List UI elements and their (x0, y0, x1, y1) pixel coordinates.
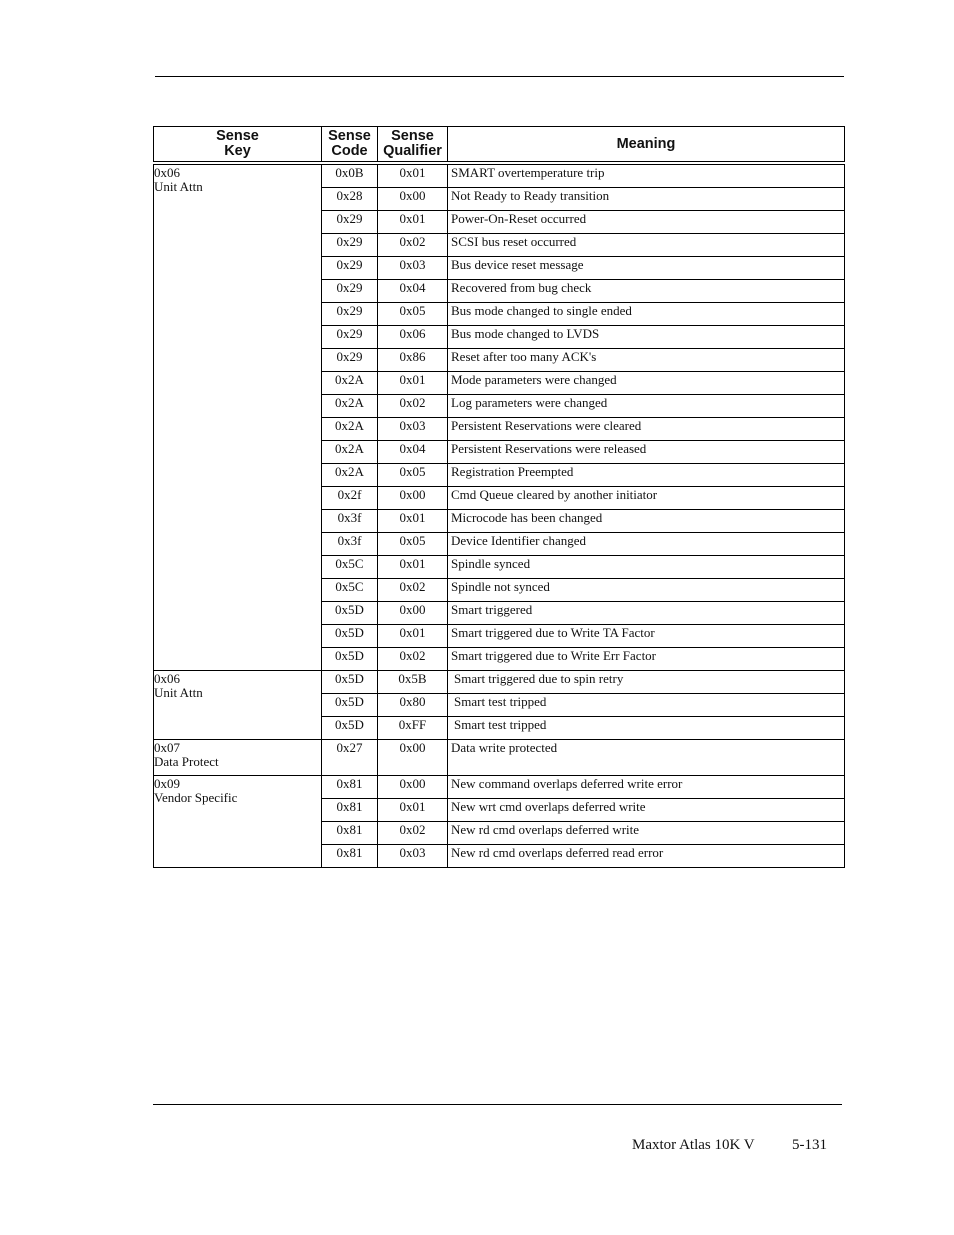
meaning-cell: New command overlaps deferred write error (448, 776, 845, 799)
meaning-cell: Smart triggered due to spin retry (448, 671, 845, 694)
sense-code-cell: 0x29 (322, 303, 378, 326)
meaning-cell: SCSI bus reset occurred (448, 234, 845, 257)
sense-code-cell: 0x27 (322, 740, 378, 776)
sense-qualifier-cell: 0x04 (378, 441, 448, 464)
meaning-cell: Smart triggered due to Write TA Factor (448, 625, 845, 648)
footer-title: Maxtor Atlas 10K V (632, 1137, 755, 1153)
meaning-cell: Cmd Queue cleared by another initiator (448, 487, 845, 510)
sense-qualifier-cell: 0x03 (378, 257, 448, 280)
sense-code-cell: 0x81 (322, 845, 378, 868)
meaning-cell: Smart test tripped (448, 694, 845, 717)
sense-qualifier-cell: 0x02 (378, 234, 448, 257)
sense-qualifier-cell: 0xFF (378, 717, 448, 740)
sense-qualifier-cell: 0x86 (378, 349, 448, 372)
sense-code-cell: 0x81 (322, 822, 378, 845)
sense-qualifier-cell: 0x01 (378, 372, 448, 395)
meaning-cell: New rd cmd overlaps deferred write (448, 822, 845, 845)
meaning-cell: Data write protected (448, 740, 845, 776)
meaning-cell: Smart triggered due to Write Err Factor (448, 648, 845, 671)
meaning-cell: Log parameters were changed (448, 395, 845, 418)
sense-key-label: Data Protect (154, 754, 219, 769)
meaning-cell: Device Identifier changed (448, 533, 845, 556)
meaning-cell: Mode parameters were changed (448, 372, 845, 395)
table-row (154, 776, 845, 799)
header-sense-code: Sense Code (322, 127, 378, 164)
footer-rule (153, 1104, 842, 1105)
sense-key-cell (154, 776, 322, 868)
meaning-cell: Bus mode changed to single ended (448, 303, 845, 326)
sense-qualifier-cell: 0x02 (378, 648, 448, 671)
sense-key-label: Unit Attn (154, 685, 203, 700)
meaning-cell: Persistent Reservations were cleared (448, 418, 845, 441)
sense-qualifier-cell: 0x01 (378, 799, 448, 822)
meaning-cell: Power-On-Reset occurred (448, 211, 845, 234)
header-rule (155, 76, 844, 77)
sense-key-label: Vendor Specific (154, 790, 238, 805)
sense-qualifier-cell: 0x00 (378, 602, 448, 625)
sense-key-cell (154, 740, 322, 776)
header-sense-key: Sense Key (154, 127, 322, 164)
table-body (154, 163, 845, 868)
meaning-cell: Recovered from bug check (448, 280, 845, 303)
sense-code-cell: 0x81 (322, 799, 378, 822)
sense-code-cell: 0x3f (322, 510, 378, 533)
sense-code-cell: 0x29 (322, 326, 378, 349)
sense-key-value: 0x07 (154, 740, 180, 755)
sense-qualifier-cell: 0x00 (378, 776, 448, 799)
table-row (154, 163, 845, 188)
sense-code-cell: 0x2f (322, 487, 378, 510)
sense-code-cell: 0x29 (322, 234, 378, 257)
meaning-cell: SMART overtemperature trip (448, 163, 845, 188)
sense-qualifier-cell: 0x06 (378, 326, 448, 349)
sense-key-table (153, 126, 845, 868)
sense-qualifier-cell: 0x00 (378, 487, 448, 510)
sense-qualifier-cell: 0x01 (378, 163, 448, 188)
meaning-cell: Spindle not synced (448, 579, 845, 602)
sense-qualifier-cell: 0x00 (378, 188, 448, 211)
meaning-cell: New wrt cmd overlaps deferred write (448, 799, 845, 822)
sense-code-cell: 0x81 (322, 776, 378, 799)
sense-code-cell: 0x2A (322, 395, 378, 418)
meaning-cell: Reset after too many ACK's (448, 349, 845, 372)
sense-qualifier-cell: 0x01 (378, 211, 448, 234)
table-row (154, 740, 845, 776)
sense-code-cell: 0x29 (322, 349, 378, 372)
sense-qualifier-cell: 0x01 (378, 510, 448, 533)
sense-qualifier-cell: 0x05 (378, 464, 448, 487)
sense-key-value: 0x06 (154, 165, 180, 180)
sense-qualifier-cell: 0x01 (378, 556, 448, 579)
sense-key-value: 0x06 (154, 671, 180, 686)
sense-code-cell: 0x5D (322, 625, 378, 648)
meaning-cell: New rd cmd overlaps deferred read error (448, 845, 845, 868)
sense-qualifier-cell: 0x80 (378, 694, 448, 717)
sense-qualifier-cell: 0x03 (378, 845, 448, 868)
sense-qualifier-cell: 0x04 (378, 280, 448, 303)
sense-code-cell: 0x29 (322, 280, 378, 303)
sense-code-cell: 0x28 (322, 188, 378, 211)
sense-key-cell (154, 163, 322, 671)
sense-qualifier-cell: 0x05 (378, 303, 448, 326)
sense-code-cell: 0x0B (322, 163, 378, 188)
sense-code-cell: 0x2A (322, 372, 378, 395)
sense-code-cell: 0x5D (322, 648, 378, 671)
sense-key-label: Unit Attn (154, 179, 203, 194)
sense-code-cell: 0x2A (322, 464, 378, 487)
page-number: 5-131 (792, 1137, 827, 1153)
sense-qualifier-cell: 0x02 (378, 822, 448, 845)
meaning-cell: Not Ready to Ready transition (448, 188, 845, 211)
header-meaning: Meaning (448, 127, 845, 164)
sense-qualifier-cell: 0x02 (378, 395, 448, 418)
sense-code-cell: 0x29 (322, 257, 378, 280)
sense-code-cell: 0x5D (322, 694, 378, 717)
sense-code-cell: 0x29 (322, 211, 378, 234)
meaning-cell: Spindle synced (448, 556, 845, 579)
meaning-cell: Bus mode changed to LVDS (448, 326, 845, 349)
meaning-cell: Bus device reset message (448, 257, 845, 280)
sense-qualifier-cell: 0x03 (378, 418, 448, 441)
meaning-cell: Microcode has been changed (448, 510, 845, 533)
table-header-row (154, 127, 845, 164)
sense-key-value: 0x09 (154, 776, 180, 791)
meaning-cell: Smart test tripped (448, 717, 845, 740)
sense-code-cell: 0x2A (322, 441, 378, 464)
meaning-cell: Persistent Reservations were released (448, 441, 845, 464)
sense-code-cell: 0x5D (322, 602, 378, 625)
sense-qualifier-cell: 0x5B (378, 671, 448, 694)
sense-code-cell: 0x3f (322, 533, 378, 556)
sense-code-cell: 0x5C (322, 556, 378, 579)
sense-key-cell (154, 671, 322, 740)
sense-qualifier-cell: 0x02 (378, 579, 448, 602)
meaning-cell: Registration Preempted (448, 464, 845, 487)
sense-code-cell: 0x5D (322, 671, 378, 694)
sense-qualifier-cell: 0x01 (378, 625, 448, 648)
sense-code-cell: 0x2A (322, 418, 378, 441)
meaning-cell: Smart triggered (448, 602, 845, 625)
header-sense-qualifier: Sense Qualifier (378, 127, 448, 164)
table-row (154, 671, 845, 694)
sense-qualifier-cell: 0x05 (378, 533, 448, 556)
sense-code-cell: 0x5C (322, 579, 378, 602)
sense-code-cell: 0x5D (322, 717, 378, 740)
sense-qualifier-cell: 0x00 (378, 740, 448, 776)
